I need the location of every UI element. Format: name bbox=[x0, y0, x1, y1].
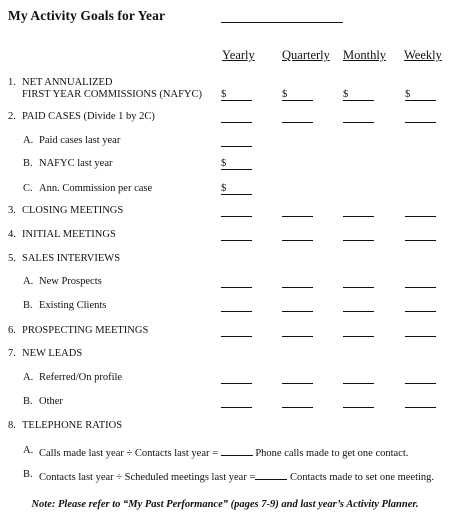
prospecting-meetings-quarterly-field[interactable] bbox=[282, 325, 313, 337]
subrow-letter: B. bbox=[23, 300, 33, 311]
referred-yearly-field[interactable] bbox=[221, 372, 252, 384]
subrow-letter: A. bbox=[23, 276, 34, 287]
nafyc-label-line2: FIRST YEAR COMMISSIONS (NAFYC) bbox=[22, 89, 202, 100]
nafyc-weekly-field[interactable] bbox=[405, 89, 436, 101]
subrow-letter: C. bbox=[23, 183, 33, 194]
existing-clients-quarterly-field[interactable] bbox=[282, 300, 313, 312]
initial-meetings-label: INITIAL MEETINGS bbox=[22, 229, 116, 240]
column-header-monthly: Monthly bbox=[343, 48, 387, 62]
existing-clients-yearly-field[interactable] bbox=[221, 300, 252, 312]
new-prospects-monthly-field[interactable] bbox=[343, 276, 374, 288]
year-field[interactable] bbox=[221, 22, 343, 23]
calls-per-contact-field[interactable] bbox=[221, 445, 253, 456]
closing-meetings-quarterly-field[interactable] bbox=[282, 205, 313, 217]
page-title: My Activity Goals for Year bbox=[8, 8, 166, 23]
subrow-letter: B. bbox=[23, 469, 33, 480]
row-number: 4. bbox=[8, 229, 16, 240]
new-prospects-weekly-field[interactable] bbox=[405, 276, 436, 288]
footer-note: Note: Please refer to “My Past Performance” (pages 7-9) and last year’s Activity Planner. bbox=[31, 499, 419, 510]
contacts-per-meeting-row bbox=[39, 469, 434, 483]
existing-clients-weekly-field[interactable] bbox=[405, 300, 436, 312]
row-number: 6. bbox=[8, 325, 16, 336]
column-header-weekly: Weekly bbox=[404, 48, 442, 62]
paid-cases-monthly-field[interactable] bbox=[343, 111, 374, 123]
prospecting-meetings-yearly-field[interactable] bbox=[221, 325, 252, 337]
paid-cases-last-year-field[interactable] bbox=[221, 135, 252, 147]
calls-per-contact-label: Calls made last year ÷ Contacts last year = bbox=[39, 448, 219, 459]
nafyc-monthly-field[interactable] bbox=[343, 89, 374, 101]
dollar-sign: $ bbox=[282, 89, 288, 100]
existing-clients-monthly-field[interactable] bbox=[343, 300, 374, 312]
other-leads-label: Other bbox=[39, 396, 63, 407]
row-number: 2. bbox=[8, 111, 16, 122]
new-prospects-label: New Prospects bbox=[39, 276, 102, 287]
paid-cases-quarterly-field[interactable] bbox=[282, 111, 313, 123]
row-number: 1. bbox=[8, 77, 16, 88]
commission-per-case-label: Ann. Commission per case bbox=[39, 183, 153, 194]
closing-meetings-label: CLOSING MEETINGS bbox=[22, 205, 124, 216]
nafyc-quarterly-field[interactable] bbox=[282, 89, 313, 101]
new-leads-label: NEW LEADS bbox=[22, 348, 83, 359]
nafyc-yearly-field[interactable] bbox=[221, 89, 252, 101]
referred-monthly-field[interactable] bbox=[343, 372, 374, 384]
row-number: 3. bbox=[8, 205, 16, 216]
closing-meetings-monthly-field[interactable] bbox=[343, 205, 374, 217]
dollar-sign: $ bbox=[343, 89, 349, 100]
prospecting-meetings-label: PROSPECTING MEETINGS bbox=[22, 325, 149, 336]
other-leads-weekly-field[interactable] bbox=[405, 396, 436, 408]
new-prospects-quarterly-field[interactable] bbox=[282, 276, 313, 288]
referred-weekly-field[interactable] bbox=[405, 372, 436, 384]
closing-meetings-weekly-field[interactable] bbox=[405, 205, 436, 217]
contacts-per-meeting-label: Contacts last year ÷ Scheduled meetings last year = bbox=[39, 472, 256, 483]
paid-cases-last-year-label: Paid cases last year bbox=[39, 135, 121, 146]
prospecting-meetings-monthly-field[interactable] bbox=[343, 325, 374, 337]
contacts-per-meeting-field[interactable] bbox=[255, 469, 287, 480]
new-prospects-yearly-field[interactable] bbox=[221, 276, 252, 288]
row-number: 7. bbox=[8, 348, 16, 359]
subrow-letter: A. bbox=[23, 372, 34, 383]
nafyc-label-line1: NET ANNUALIZED bbox=[22, 77, 113, 88]
row-number: 8. bbox=[8, 420, 16, 431]
column-header-quarterly: Quarterly bbox=[282, 48, 330, 62]
dollar-sign: $ bbox=[221, 89, 227, 100]
paid-cases-yearly-field[interactable] bbox=[221, 111, 252, 123]
calls-per-contact-row bbox=[39, 445, 408, 459]
paid-cases-weekly-field[interactable] bbox=[405, 111, 436, 123]
initial-meetings-monthly-field[interactable] bbox=[343, 229, 374, 241]
nafyc-last-year-label: NAFYC last year bbox=[39, 158, 113, 169]
other-leads-monthly-field[interactable] bbox=[343, 396, 374, 408]
referred-quarterly-field[interactable] bbox=[282, 372, 313, 384]
subrow-letter: A. bbox=[23, 445, 34, 456]
column-header-yearly: Yearly bbox=[222, 48, 255, 62]
paid-cases-label: PAID CASES (Divide 1 by 2C) bbox=[22, 111, 155, 122]
row-number: 5. bbox=[8, 253, 16, 264]
subrow-letter: B. bbox=[23, 158, 33, 169]
initial-meetings-quarterly-field[interactable] bbox=[282, 229, 313, 241]
other-leads-quarterly-field[interactable] bbox=[282, 396, 313, 408]
referred-label: Referred/On profile bbox=[39, 372, 123, 383]
sales-interviews-label: SALES INTERVIEWS bbox=[22, 253, 121, 264]
initial-meetings-yearly-field[interactable] bbox=[221, 229, 252, 241]
existing-clients-label: Existing Clients bbox=[39, 300, 107, 311]
dollar-sign: $ bbox=[221, 183, 227, 194]
dollar-sign: $ bbox=[405, 89, 411, 100]
other-leads-yearly-field[interactable] bbox=[221, 396, 252, 408]
subrow-letter: A. bbox=[23, 135, 34, 146]
telephone-ratios-label: TELEPHONE RATIOS bbox=[22, 420, 123, 431]
closing-meetings-yearly-field[interactable] bbox=[221, 205, 252, 217]
subrow-letter: B. bbox=[23, 396, 33, 407]
dollar-sign: $ bbox=[221, 158, 227, 169]
commission-per-case-field[interactable] bbox=[221, 183, 252, 195]
contacts-per-meeting-suffix: Contacts made to set one meeting. bbox=[290, 472, 435, 483]
nafyc-last-year-field[interactable] bbox=[221, 158, 252, 170]
initial-meetings-weekly-field[interactable] bbox=[405, 229, 436, 241]
prospecting-meetings-weekly-field[interactable] bbox=[405, 325, 436, 337]
calls-per-contact-suffix: Phone calls made to get one contact. bbox=[255, 448, 409, 459]
